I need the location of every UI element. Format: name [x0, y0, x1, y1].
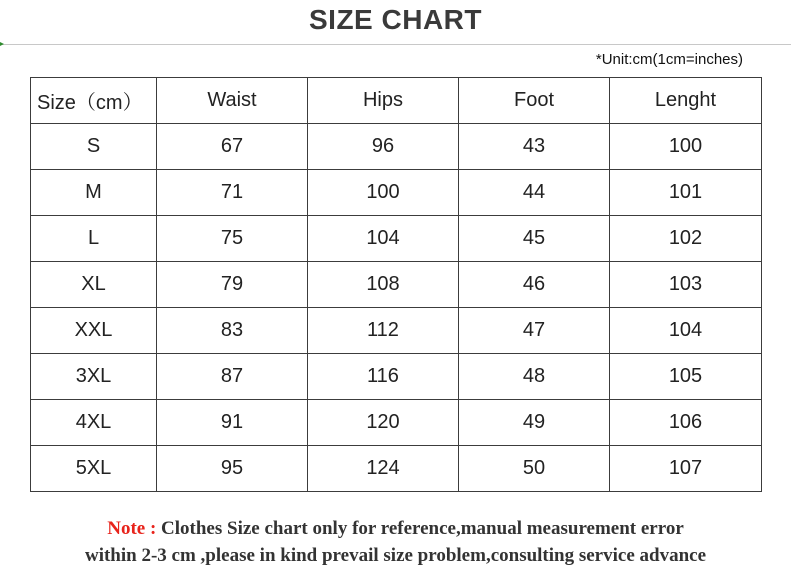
header-size: Size（cm） [31, 78, 157, 124]
table-row [31, 216, 762, 262]
note-text-line-2: within 2-3 cm ,please in kind prevail size problem,consulting service advance [84, 545, 707, 566]
cell-size: M [31, 170, 157, 216]
size-table [30, 77, 762, 492]
page-title: SIZE CHART [309, 4, 482, 35]
header-waist: Waist [157, 78, 308, 124]
cell-waist: 67 [157, 124, 308, 170]
reference-note [0, 515, 791, 569]
cell-length: 100 [610, 124, 762, 170]
cell-length: 103 [610, 262, 762, 308]
unit-note: *Unit:cm(1cm=inches) [595, 51, 743, 68]
table-row [31, 354, 762, 400]
cell-size: 3XL [31, 354, 157, 400]
note-text-line-1: Clothes Size chart only for reference,manual measurement error [161, 518, 684, 539]
cell-foot: 49 [459, 400, 610, 446]
title-divider [0, 44, 791, 45]
table-row [31, 124, 762, 170]
cell-waist: 83 [157, 308, 308, 354]
cell-hips: 100 [308, 170, 459, 216]
cell-size: L [31, 216, 157, 262]
cell-length: 106 [610, 400, 762, 446]
table-row [31, 446, 762, 492]
note-label: Note : [107, 518, 162, 539]
cell-foot: 45 [459, 216, 610, 262]
cell-size: XL [31, 262, 157, 308]
cell-hips: 112 [308, 308, 459, 354]
cell-hips: 120 [308, 400, 459, 446]
cell-size: S [31, 124, 157, 170]
cell-size: XXL [31, 308, 157, 354]
cell-foot: 43 [459, 124, 610, 170]
cell-size: 5XL [31, 446, 157, 492]
header-foot: Foot [459, 78, 610, 124]
cell-foot: 44 [459, 170, 610, 216]
cell-waist: 95 [157, 446, 308, 492]
cell-hips: 116 [308, 354, 459, 400]
divider-accent-mark [0, 42, 4, 46]
table-row [31, 308, 762, 354]
cell-foot: 46 [459, 262, 610, 308]
cell-foot: 47 [459, 308, 610, 354]
cell-waist: 75 [157, 216, 308, 262]
cell-foot: 50 [459, 446, 610, 492]
cell-waist: 71 [157, 170, 308, 216]
cell-length: 104 [610, 308, 762, 354]
table-row [31, 170, 762, 216]
cell-hips: 108 [308, 262, 459, 308]
cell-length: 107 [610, 446, 762, 492]
cell-length: 102 [610, 216, 762, 262]
cell-foot: 48 [459, 354, 610, 400]
cell-hips: 96 [308, 124, 459, 170]
cell-hips: 104 [308, 216, 459, 262]
header-length: Lenght [610, 78, 762, 124]
cell-waist: 87 [157, 354, 308, 400]
table-row [31, 400, 762, 446]
cell-size: 4XL [31, 400, 157, 446]
cell-length: 105 [610, 354, 762, 400]
header-hips: Hips [308, 78, 459, 124]
table-row [31, 262, 762, 308]
note-line-1 [0, 515, 791, 542]
table-header-row [31, 78, 762, 124]
cell-length: 101 [610, 170, 762, 216]
cell-waist: 91 [157, 400, 308, 446]
cell-hips: 124 [308, 446, 459, 492]
cell-waist: 79 [157, 262, 308, 308]
